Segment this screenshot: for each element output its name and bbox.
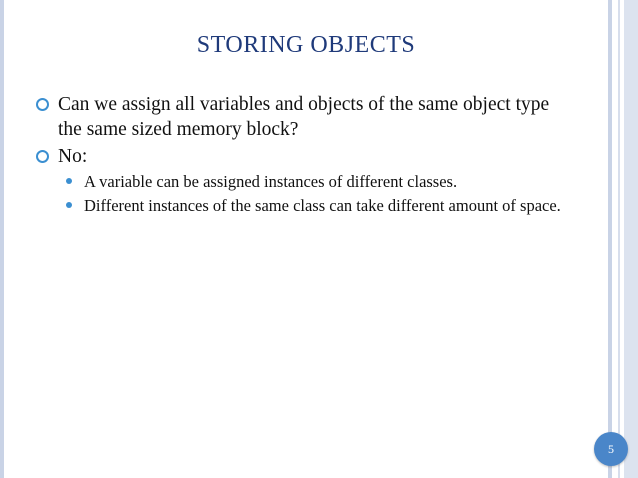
sub-bullet-item — [64, 171, 576, 192]
dot-bullet-icon — [66, 178, 72, 184]
sub-bullet-item — [64, 195, 576, 216]
bullet-text: Can we assign all variables and objects of the same object type the same sized memory block? — [58, 94, 550, 140]
right-rule-middle — [618, 0, 620, 478]
ring-bullet-icon — [36, 150, 49, 163]
right-rule-outer — [624, 0, 638, 478]
sub-bullet-text: A variable can be assigned instances of different classes. — [84, 172, 458, 191]
right-decorative-rules — [608, 0, 638, 478]
sub-bullet-text: Different instances of the same class can take different amount of space. — [84, 196, 561, 215]
ring-bullet-icon — [36, 98, 49, 111]
page-number-badge: 5 — [594, 432, 628, 466]
slide-content — [36, 92, 576, 219]
bullet-text: No: — [58, 146, 88, 167]
sub-bullet-list — [64, 171, 576, 216]
slide-title: STORING OBJECTS — [196, 32, 416, 58]
bullet-item — [36, 92, 576, 142]
right-rule-inner — [608, 0, 612, 478]
left-decorative-rule — [0, 0, 4, 478]
dot-bullet-icon — [66, 202, 72, 208]
bullet-item — [36, 144, 576, 169]
